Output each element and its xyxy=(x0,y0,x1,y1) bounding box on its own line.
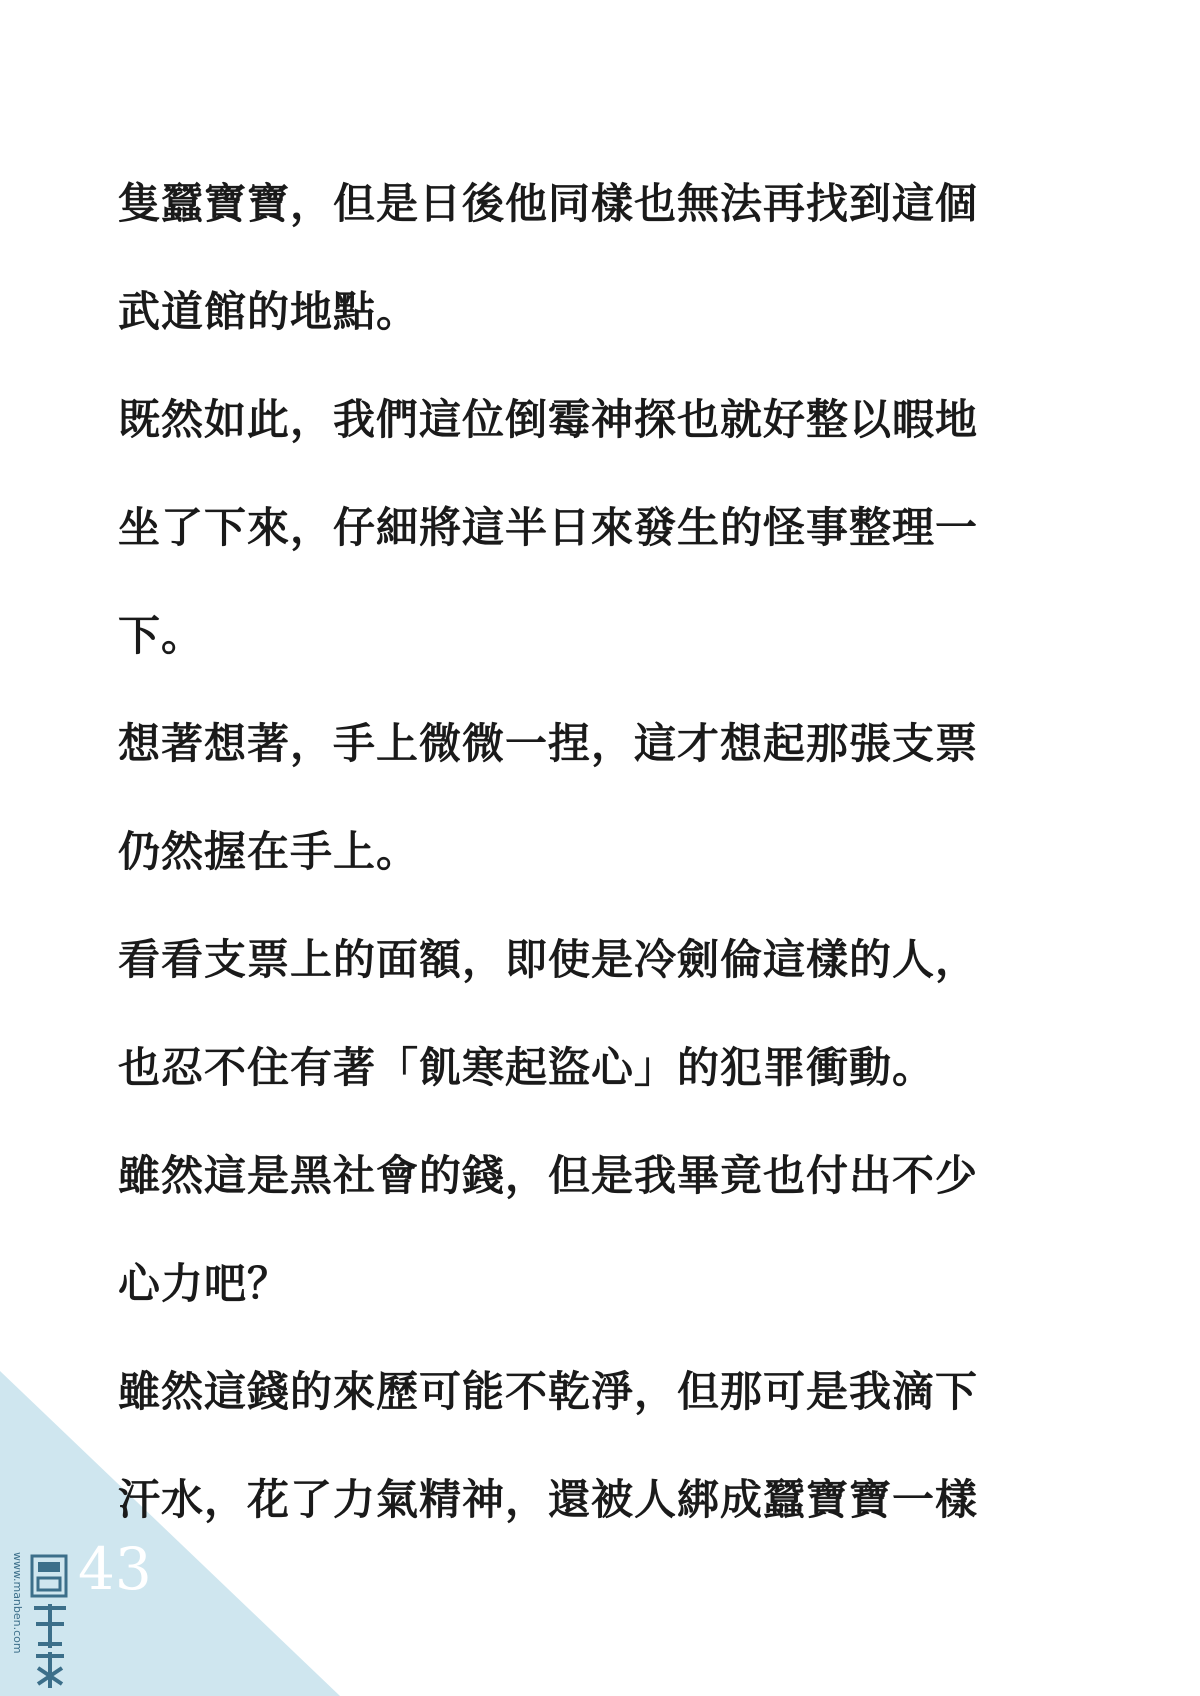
text-line: 汗水，花了力氣精神，還被人綁成蠶寶寶一樣 xyxy=(118,1475,979,1524)
text-line: 既然如此，我們這位倒霉神探也就好整以暇地 xyxy=(118,395,979,444)
watermark-url: www.manben.com xyxy=(11,1552,24,1654)
page-number: 43 xyxy=(78,1535,152,1603)
text-line: 看看支票上的面額，即使是冷劍倫這樣的人， xyxy=(118,935,979,984)
text-line: 下。 xyxy=(118,611,205,660)
text-line: 坐了下來，仔細將這半日來發生的怪事整理一 xyxy=(118,503,979,552)
text-line: 也忍不住有著「飢寒起盜心」的犯罪衝動。 xyxy=(118,1043,936,1092)
text-line: 武道館的地點。 xyxy=(118,287,420,336)
text-line: 隻蠶寶寶，但是日後他同樣也無法再找到這個 xyxy=(118,179,979,228)
text-line: 心力吧？ xyxy=(118,1259,291,1308)
text-line: 仍然握在手上。 xyxy=(118,827,420,876)
text-line: 雖然這錢的來歷可能不乾淨，但那可是我滴下 xyxy=(118,1367,979,1416)
body-text xyxy=(118,167,1098,1571)
watermark-logo-icon xyxy=(30,1552,70,1692)
text-line: 雖然這是黑社會的錢，但是我畢竟也付出不少 xyxy=(118,1151,979,1200)
text-line: 想著想著，手上微微一捏，這才想起那張支票 xyxy=(118,719,979,768)
